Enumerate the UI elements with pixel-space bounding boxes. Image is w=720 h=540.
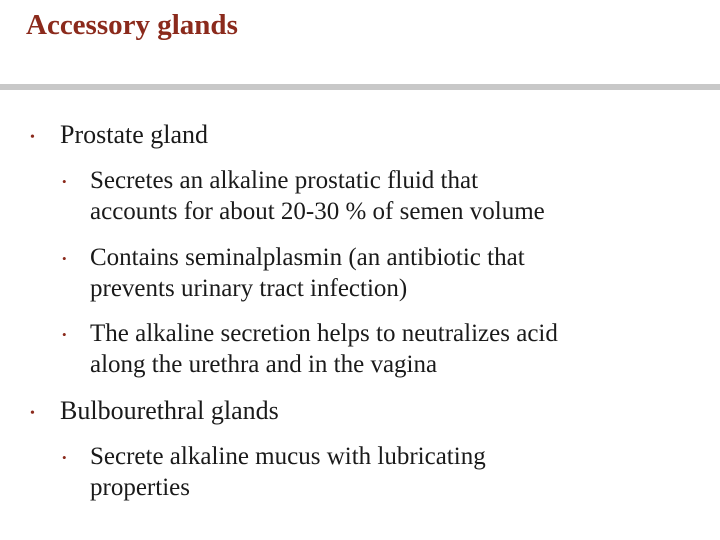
bullet-dot: • xyxy=(30,130,35,145)
sub-bullet-text: Secrete alkaline mucus with lubricating properties xyxy=(90,443,486,501)
bullet-dot: • xyxy=(30,406,35,421)
bullet-dot: • xyxy=(62,450,67,465)
title-divider xyxy=(0,84,720,90)
sub-bullet-text: Contains seminalplasmin (an antibiotic that prevents urinary tract infection) xyxy=(90,244,525,302)
bullet-text: Prostate gland xyxy=(60,120,209,149)
slide-title: Accessory glands xyxy=(26,9,238,41)
bullet-dot: • xyxy=(62,174,67,189)
sub-bullet-text: The alkaline secretion helps to neutralizes acid along the urethra and in the vagina xyxy=(90,320,558,378)
sub-bullet-text: Secretes an alkaline prostatic fluid that accounts for about 20-30 % of semen volume xyxy=(90,167,545,225)
bullet-text: Bulbourethral glands xyxy=(60,396,279,425)
bullet-dot: • xyxy=(62,251,67,266)
bullet-dot: • xyxy=(62,327,67,342)
